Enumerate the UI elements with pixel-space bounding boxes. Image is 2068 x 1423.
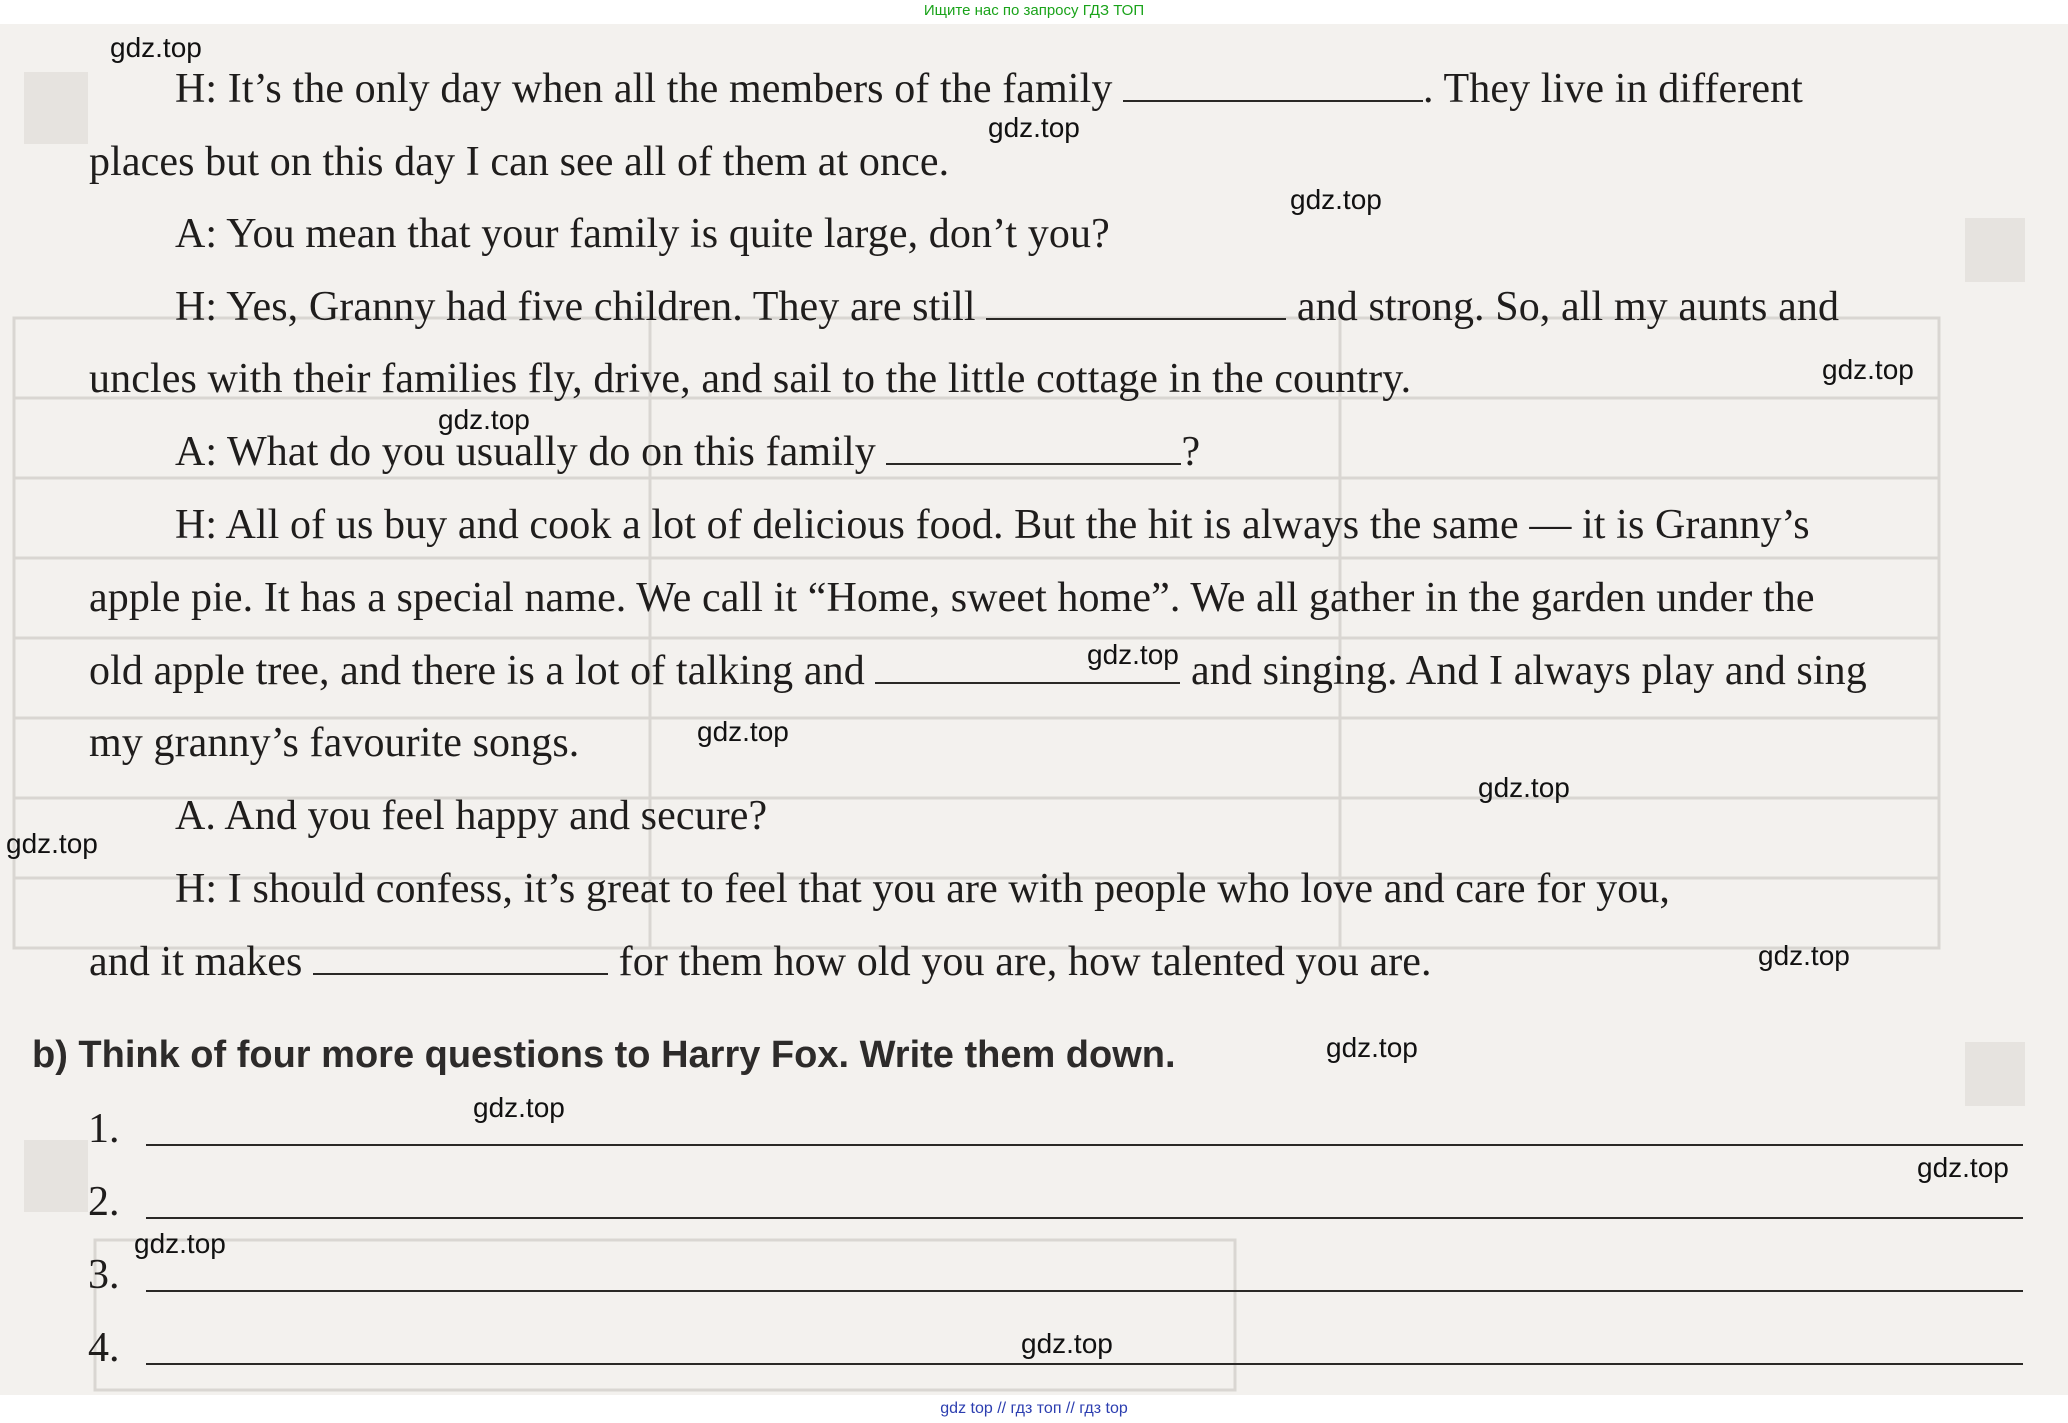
dialogue-text: A: What do you usually do on this family <box>175 429 887 475</box>
answer-number: 4. <box>88 1325 120 1371</box>
watermark: gdz.top <box>473 1092 565 1123</box>
dialogue-text: A. And you feel happy and secure? <box>175 793 768 839</box>
dialogue-line-4 <box>175 286 1839 328</box>
dialogue-text: . They live in different <box>1423 66 1803 112</box>
dialogue-line-9 <box>89 650 1867 692</box>
watermark: gdz.top <box>6 828 98 859</box>
dialogue-line-13 <box>89 941 1432 983</box>
answer-line[interactable] <box>146 1290 2023 1292</box>
dialogue-text: my granny’s favourite songs. <box>89 720 580 766</box>
watermark: gdz.top <box>134 1228 226 1259</box>
answer-number: 2. <box>88 1179 120 1225</box>
dialogue-text: and it makes <box>89 939 314 985</box>
answer-number: 1. <box>88 1106 120 1152</box>
dialogue-line-2 <box>89 141 949 183</box>
top-banner: Ищите нас по запросу ГДЗ ТОП <box>0 0 2068 24</box>
answer-row-3 <box>88 1254 2023 1304</box>
dialogue-line-10 <box>89 722 579 764</box>
fill-in-blank[interactable] <box>986 286 1286 320</box>
dialogue-line-6 <box>175 431 1200 473</box>
dialogue-line-11 <box>175 795 767 837</box>
watermark: gdz.top <box>988 112 1080 143</box>
dialogue-text: old apple tree, and there is a lot of talking and <box>89 648 876 694</box>
task-b-heading: b) Think of four more questions to Harry Fox. Write them down. <box>32 1034 1176 1076</box>
dialogue-text: uncles with their families fly, drive, and sail to the little cottage in the country. <box>89 356 1412 402</box>
dialogue-text: and singing. And I always play and sing <box>1180 648 1867 694</box>
dialogue-text: and strong. So, all my aunts and <box>1286 284 1840 330</box>
answer-row-2 <box>88 1181 2023 1231</box>
dialogue-text: H: All of us buy and cook a lot of delicious food. But the hit is always the same — it is Granny’s <box>175 502 1810 548</box>
fill-in-blank[interactable] <box>313 941 608 975</box>
watermark: gdz.top <box>1478 772 1570 803</box>
watermark: gdz.top <box>1290 184 1382 215</box>
dialogue-text: for them how old you are, how talented you are. <box>608 939 1432 985</box>
dialogue-text: A: You mean that your family is quite large, don’t you? <box>175 211 1110 257</box>
answer-row-1 <box>88 1108 2023 1158</box>
watermark: gdz.top <box>697 716 789 747</box>
dialogue-line-7 <box>175 504 1810 546</box>
answer-line[interactable] <box>146 1363 2023 1365</box>
fill-in-blank[interactable] <box>886 431 1181 465</box>
answer-line[interactable] <box>146 1217 2023 1219</box>
watermark: gdz.top <box>110 32 202 63</box>
answer-line[interactable] <box>146 1144 2023 1146</box>
fill-in-blank[interactable] <box>1123 68 1423 102</box>
watermark: gdz.top <box>1087 639 1179 670</box>
dialogue-text: H: It’s the only day when all the members of the family <box>175 66 1124 112</box>
watermark: gdz.top <box>1917 1152 2009 1183</box>
dialogue-text: ? <box>1181 429 1201 475</box>
watermark: gdz.top <box>1822 354 1914 385</box>
dialogue-line-8 <box>89 577 1815 619</box>
dialogue-text: apple pie. It has a special name. We call it “Home, sweet home”. We all gather in the garden under the <box>89 575 1815 621</box>
watermark: gdz.top <box>1326 1032 1418 1063</box>
watermark: gdz.top <box>438 404 530 435</box>
dialogue-text: H: Yes, Granny had five children. They are still <box>175 284 987 330</box>
bottom-banner: gdz top // гдз топ // гдз top <box>0 1395 2068 1423</box>
watermark: gdz.top <box>1021 1328 1113 1359</box>
dialogue-line-1 <box>175 68 1803 110</box>
dialogue-line-12 <box>175 868 1670 910</box>
dialogue-text: places but on this day I can see all of them at once. <box>89 139 950 185</box>
dialogue-text: H: I should confess, it’s great to feel that you are with people who love and care for you, <box>175 866 1670 912</box>
watermark: gdz.top <box>1758 940 1850 971</box>
dialogue-line-3 <box>175 213 1110 255</box>
answer-number: 3. <box>88 1252 120 1298</box>
dialogue-line-5 <box>89 358 1411 400</box>
